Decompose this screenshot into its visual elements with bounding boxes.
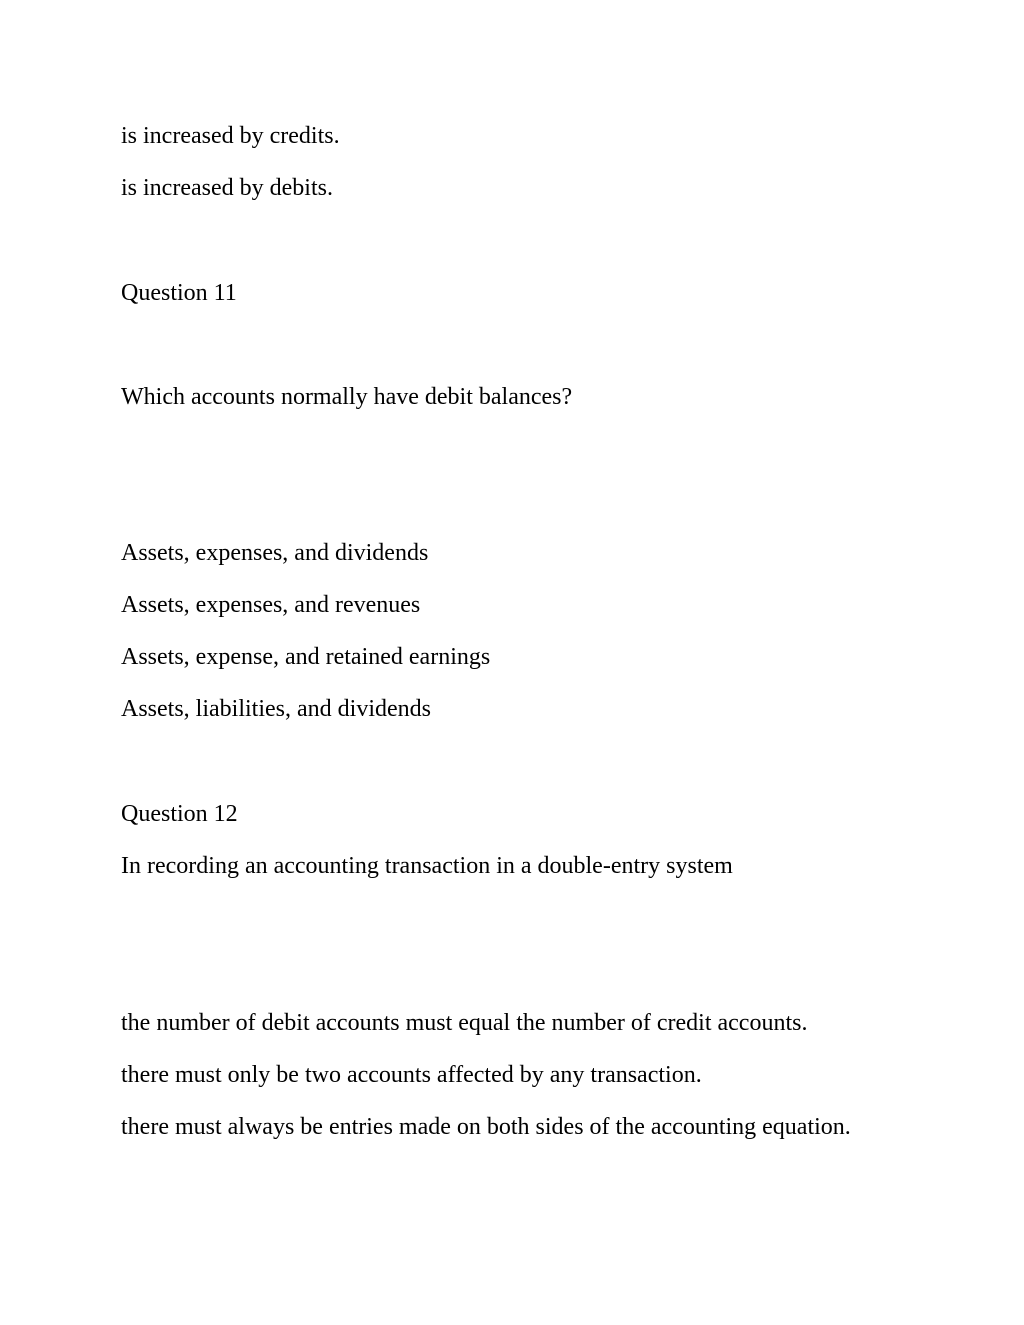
question-12-prompt: In recording an accounting transaction in a double-entry system: [121, 853, 733, 879]
question-12-label: Question 12: [121, 801, 238, 827]
question-11-option-4: Assets, liabilities, and dividends: [121, 696, 431, 722]
question-12-option-2: there must only be two accounts affected by any transaction.: [121, 1062, 702, 1088]
question-11-prompt: Which accounts normally have debit balances?: [121, 384, 573, 410]
question-11-label: Question 11: [121, 280, 237, 306]
question-11-option-2: Assets, expenses, and revenues: [121, 592, 421, 618]
question-12-option-3: there must always be entries made on both sides of the accounting equation.: [121, 1114, 851, 1140]
prev-option-2: is increased by debits.: [121, 175, 333, 201]
question-12-option-1: the number of debit accounts must equal the number of credit accounts.: [121, 1010, 808, 1036]
question-11-option-1: Assets, expenses, and dividends: [121, 540, 429, 566]
question-11-option-3: Assets, expense, and retained earnings: [121, 644, 491, 670]
prev-option-1: is increased by credits.: [121, 123, 340, 149]
